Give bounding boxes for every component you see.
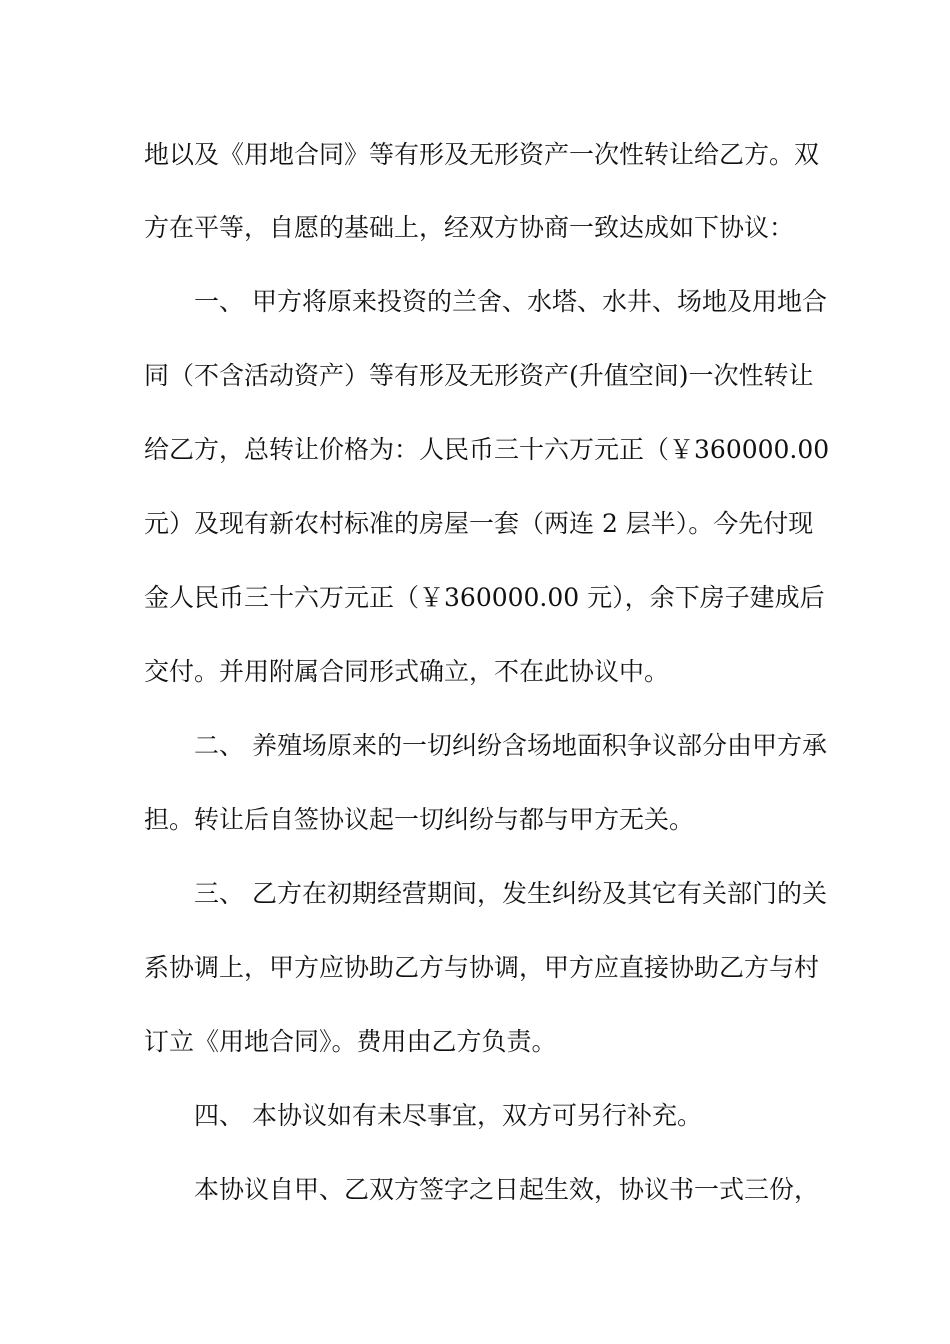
clause-1-heading-line: 一、 甲方将原来投资的兰舍、水塔、水井、场地及用地合	[194, 287, 827, 316]
effective-clause-line: 本协议自甲、乙双方签字之日起生效，协议书一式三份，	[194, 1175, 820, 1204]
body-text-line: 元）及现有新农村标准的房屋一套（两连 2 层半）。今先付现	[144, 509, 814, 538]
body-text-line: 给乙方，总转让价格为：人民币三十六万元正（￥360000.00	[144, 435, 830, 464]
body-text-line: 交付。并用附属合同形式确立，不在此协议中。	[144, 657, 670, 686]
body-text-line: 系协调上，甲方应协助乙方与协调，甲方应直接协助乙方与村	[144, 953, 820, 982]
body-text-line: 地以及《用地合同》等有形及无形资产一次性转让给乙方。双	[144, 140, 820, 169]
body-text-line: 订立《用地合同》。费用由乙方负责。	[144, 1027, 557, 1056]
body-text-line: 同（不含活动资产）等有形及无形资产(升值空间)一次性转让	[144, 361, 814, 390]
clause-3-heading-line: 三、 乙方在初期经营期间，发生纠纷及其它有关部门的关	[194, 879, 827, 908]
body-text-line: 金人民币三十六万元正（￥360000.00 元），余下房子建成后	[144, 583, 825, 612]
body-text-line: 方在平等，自愿的基础上，经双方协商一致达成如下协议：	[144, 213, 795, 242]
clause-4-heading-line: 四、 本协议如有未尽事宜，双方可另行补充。	[194, 1101, 702, 1130]
body-text-line: 担。转让后自签协议起一切纠纷与都与甲方无关。	[144, 805, 695, 834]
clause-2-heading-line: 二、 养殖场原来的一切纠纷含场地面积争议部分由甲方承	[194, 731, 827, 760]
